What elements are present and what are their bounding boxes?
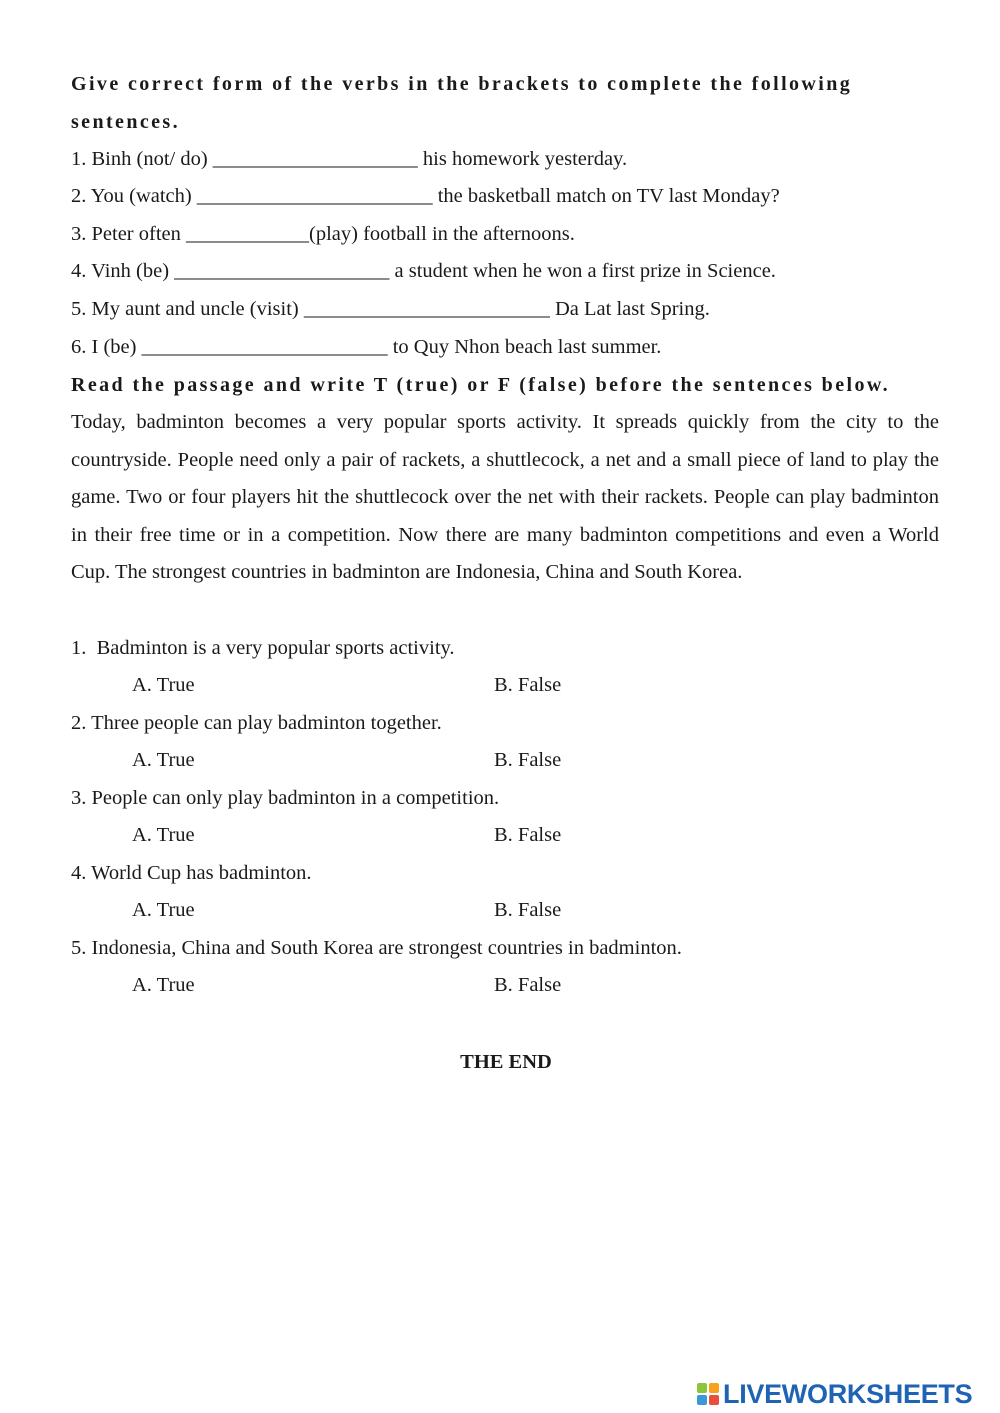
- liveworksheets-logo: [697, 1376, 972, 1412]
- option-false[interactable]: B. False: [494, 974, 562, 996]
- verb-exercise-item: 1. Binh (not/ do) ____________________ his homework yesterday.: [71, 148, 628, 170]
- reading-passage: Today, badminton becomes a very popular sports activity. It spreads quickly from the city to the countryside. People need only a pair of rackets, a shuttlecock, a net and a small piece of land to play the game. Two or four players hit the shuttlecock over the net with their rackets. People can play badminton in their free time or in a competition. Now there are many badminton competitions and even a World Cup. The strongest countries in badminton are Indonesia, China and South Korea.: [71, 411, 939, 584]
- question-text: 1. Badminton is a very popular sports activity.: [71, 637, 455, 659]
- option-true[interactable]: A. True: [132, 974, 195, 996]
- verb-exercise-item: 3. Peter often ____________(play) football in the afternoons.: [71, 223, 575, 245]
- option-true[interactable]: A. True: [132, 824, 195, 846]
- logo-square-icon: [697, 1395, 707, 1405]
- logo-square-icon: [709, 1383, 719, 1393]
- verb-exercise-item: 6. I (be) ________________________ to Quy Nhon beach last summer.: [71, 336, 662, 358]
- question-text: 5. Indonesia, China and South Korea are strongest countries in badminton.: [71, 937, 682, 959]
- verb-exercise-item: 2. You (watch) _______________________ the basketball match on TV last Monday?: [71, 185, 780, 207]
- section1-heading-line1: Give correct form of the verbs in the brackets to complete the following: [71, 73, 853, 95]
- option-true[interactable]: A. True: [132, 899, 195, 921]
- logo-square-icon: [709, 1395, 719, 1405]
- option-false[interactable]: B. False: [494, 674, 562, 696]
- logo-square-icon: [697, 1383, 707, 1393]
- option-true[interactable]: A. True: [132, 674, 195, 696]
- verb-exercise-item: 5. My aunt and uncle (visit) ________________________ Da Lat last Spring.: [71, 298, 710, 320]
- the-end-label: THE END: [460, 1051, 552, 1073]
- question-text: 2. Three people can play badminton together.: [71, 712, 442, 734]
- section1-heading-line2: sentences.: [71, 111, 180, 133]
- question-text: 4. World Cup has badminton.: [71, 862, 312, 884]
- liveworksheets-logo-icon: [697, 1383, 719, 1405]
- question-text: 3. People can only play badminton in a competition.: [71, 787, 500, 809]
- option-false[interactable]: B. False: [494, 824, 562, 846]
- option-false[interactable]: B. False: [494, 899, 562, 921]
- verb-exercise-item: 4. Vinh (be) _____________________ a student when he won a first prize in Science.: [71, 260, 776, 282]
- section2-heading: Read the passage and write T (true) or F (false) before the sentences below.: [71, 374, 890, 396]
- option-true[interactable]: A. True: [132, 749, 195, 771]
- option-false[interactable]: B. False: [494, 749, 562, 771]
- logo-text: LIVEWORKSHEETS: [723, 1378, 973, 1409]
